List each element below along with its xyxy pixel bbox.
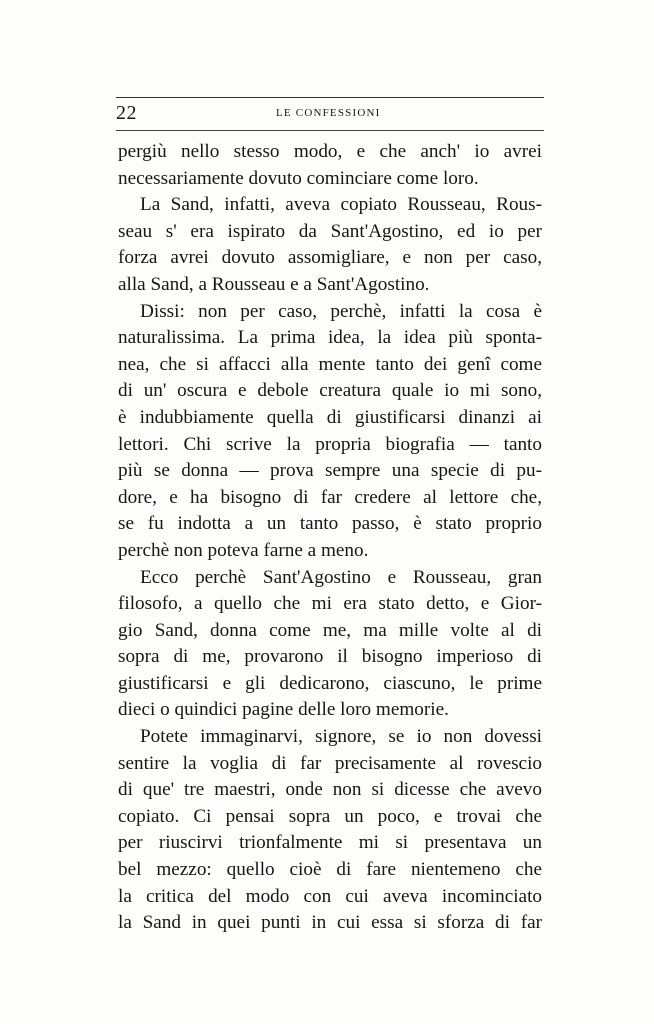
page-number: 22 [116,102,137,124]
text-line: la Sand in quei punti in cui essa si sforza di far [118,912,542,934]
text-line: sopra di me, provarono il bisogno imperioso di [118,646,542,668]
text-line: Potete immaginarvi, signore, se io non dovessi [140,726,542,748]
text-line: è indubbiamente quella di giustificarsi dinanzi ai [118,406,542,428]
body-text [118,139,542,937]
text-line: necessariamente dovuto cominciare come loro. [118,167,479,189]
text-line: la critica del modo con cui aveva incominciato [118,885,542,907]
text-line: Ecco perchè Sant'Agostino e Rousseau, gran [140,566,542,588]
text-line: di que' tre maestri, onde non si dicesse che avevo [118,779,542,801]
text-line: Dissi: non per caso, perchè, infatti la cosa è [140,300,542,322]
header-top-rule [116,97,544,98]
text-line: per riuscirvi trionfalmente mi si presentava un [118,832,542,854]
text-line: forza avrei dovuto assomigliare, e non per caso, [118,247,542,269]
text-line: gio Sand, donna come me, ma mille volte al di [118,619,542,641]
text-line: pergiù nello stesso modo, e che anch' io avrei [118,141,542,162]
text-line: giustificarsi e gli dedicarono, ciascuno, le prime [118,672,542,694]
text-line: copiato. Ci pensai sopra un poco, e trovai che [118,805,542,827]
header-bottom-rule [116,130,544,131]
running-title: LE CONFESSIONI [276,107,381,119]
text-line: filosofo, a quello che mi era stato detto, e Gior- [118,593,542,615]
text-line: La Sand, infatti, aveva copiato Rousseau, Rous- [140,194,542,216]
text-line: dieci o quindici pagine delle loro memorie. [118,699,449,721]
text-line: naturalissima. La prima idea, la idea più sponta- [118,327,542,349]
text-line: se fu indotta a un tanto passo, è stato proprio [118,513,542,535]
text-line: bel mezzo: quello cioè di fare nientemeno che [118,859,542,881]
text-line: perchè non poteva farne a meno. [118,539,369,561]
text-line: alla Sand, a Rousseau e a Sant'Agostino. [118,273,430,295]
text-line: sentire la voglia di far precisamente al rovescio [118,752,542,774]
page-header [116,97,544,131]
text-line: nea, che si affacci alla mente tanto dei genî come [118,353,542,375]
text-line: seau s' era ispirato da Sant'Agostino, ed io per [118,220,542,242]
text-line: più se donna — prova sempre una specie di pu- [118,460,542,482]
text-line: lettori. Chi scrive la propria biografia — tanto [118,433,542,455]
text-line: dore, e ha bisogno di far credere al lettore che, [118,486,542,508]
text-line: di un' oscura e debole creatura quale io mi sono, [118,380,542,402]
